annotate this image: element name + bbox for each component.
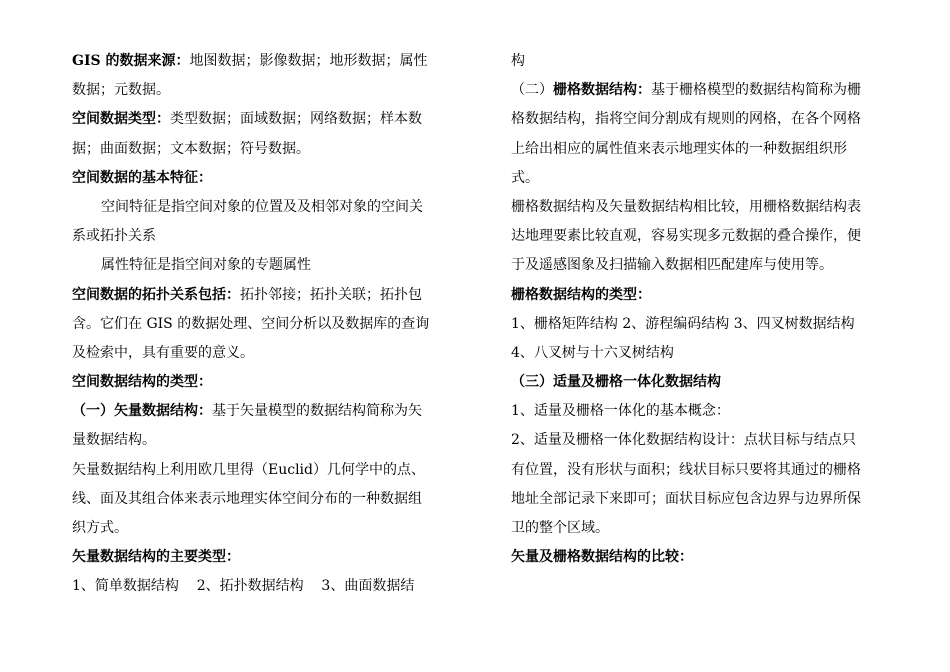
topology-line-2: 含。它们在 GIS 的数据处理、空间分析以及数据库的查询 (72, 315, 430, 332)
integration-heading: （三）适量及栅格一体化数据结构 (511, 374, 721, 391)
right-column (511, 47, 883, 572)
vector-desc-line-2: 线、面及其组合体来表示地理实体空间分布的一种数据组 (72, 490, 422, 507)
vector-prefix: （一） (72, 403, 114, 420)
vector-desc-line-1: 矢量数据结构上利用欧几里得（Euclid）几何学中的点、 (72, 461, 425, 478)
types-line-2: 据；曲面数据；文本数据；符号数据。 (72, 140, 310, 157)
left-column (72, 47, 442, 602)
vector-main-types-heading: 矢量数据结构的主要类型： (72, 549, 240, 566)
integration-line-2: 2、适量及栅格一体化数据结构设计：点状目标与结点只 (511, 432, 856, 449)
topology-line-1 (72, 281, 442, 310)
types-text: 类型数据；面域数据；网络数据；样本数 (170, 111, 422, 128)
integration-line-4: 地址全部记录下来即可；面状目标应包含边界与边界所保 (511, 490, 861, 507)
raster-prefix: （二） (511, 82, 553, 99)
vector-desc-line-3: 织方式。 (72, 520, 128, 536)
compare-line-2: 达地理要素比较直观，容易实现多元数据的叠合操作，便 (511, 228, 861, 245)
raster-text: 基于栅格模型的数据结构简称为栅 (651, 82, 861, 99)
raster-types-line-2: 4、八叉树与十六叉树结构 (511, 344, 674, 361)
vector-main-types-line-1: 1、简单数据结构 2、拓扑数据结构 3、曲面数据结 (72, 578, 415, 595)
vector-text: 基于矢量模型的数据结构简称为矢 (212, 403, 422, 420)
topology-text: 拓扑邻接；拓扑关联；拓扑包 (240, 286, 422, 303)
vector-line-1 (72, 397, 442, 426)
gis-sources-line-1 (72, 47, 442, 76)
continuation-line: 构 (511, 53, 525, 69)
spatial-feature-line-2: 系或拓扑关系 (72, 228, 156, 245)
structure-types-heading: 空间数据结构的类型： (72, 374, 212, 391)
compare-line-1: 栅格数据结构及矢量数据结构相比较，用栅格数据结构表 (511, 198, 861, 215)
topology-line-3: 及检索中，具有重要的意义。 (72, 344, 254, 361)
raster-line-1 (511, 76, 883, 105)
raster-types-line-1: 1、栅格矩阵结构 2、游程编码结构 3、四叉树数据结构 (511, 315, 855, 332)
integration-line-3: 有位置，没有形状与面积；线状目标只要将其通过的栅格 (511, 461, 861, 478)
vector-label: 矢量数据结构： (114, 403, 212, 420)
raster-label: 栅格数据结构： (553, 82, 651, 99)
topology-label: 空间数据的拓扑关系包括： (72, 286, 240, 303)
compare-line-3: 于及遥感图象及扫描输入数据相匹配建库与使用等。 (511, 257, 833, 274)
raster-line-3: 上给出相应的属性值来表示地理实体的一种数据组织形 (511, 140, 847, 157)
features-heading: 空间数据的基本特征： (72, 169, 212, 186)
gis-sources-label: GIS 的数据来源： (72, 53, 190, 69)
types-label: 空间数据类型： (72, 111, 170, 128)
types-line-1 (72, 105, 442, 134)
integration-line-5: 卫的整个区域。 (511, 520, 609, 536)
comparison-heading: 矢量及栅格数据结构的比较： (511, 549, 693, 566)
raster-line-2: 格数据结构，指将空间分割成有规则的网格，在各个网格 (511, 111, 861, 128)
raster-types-heading: 栅格数据结构的类型： (511, 286, 651, 303)
attribute-feature-line: 属性特征是指空间对象的专题属性 (101, 257, 311, 274)
gis-sources-text: 地图数据；影像数据；地形数据；属性 (189, 53, 428, 69)
raster-line-4: 式。 (511, 169, 539, 186)
spatial-feature-line-1: 空间特征是指空间对象的位置及及相邻对象的空间关 (101, 198, 423, 215)
integration-line-1: 1、适量及栅格一体化的基本概念： (511, 403, 730, 420)
vector-line-2: 量数据结构。 (72, 432, 156, 449)
gis-sources-line-2: 数据；元数据。 (72, 82, 170, 99)
